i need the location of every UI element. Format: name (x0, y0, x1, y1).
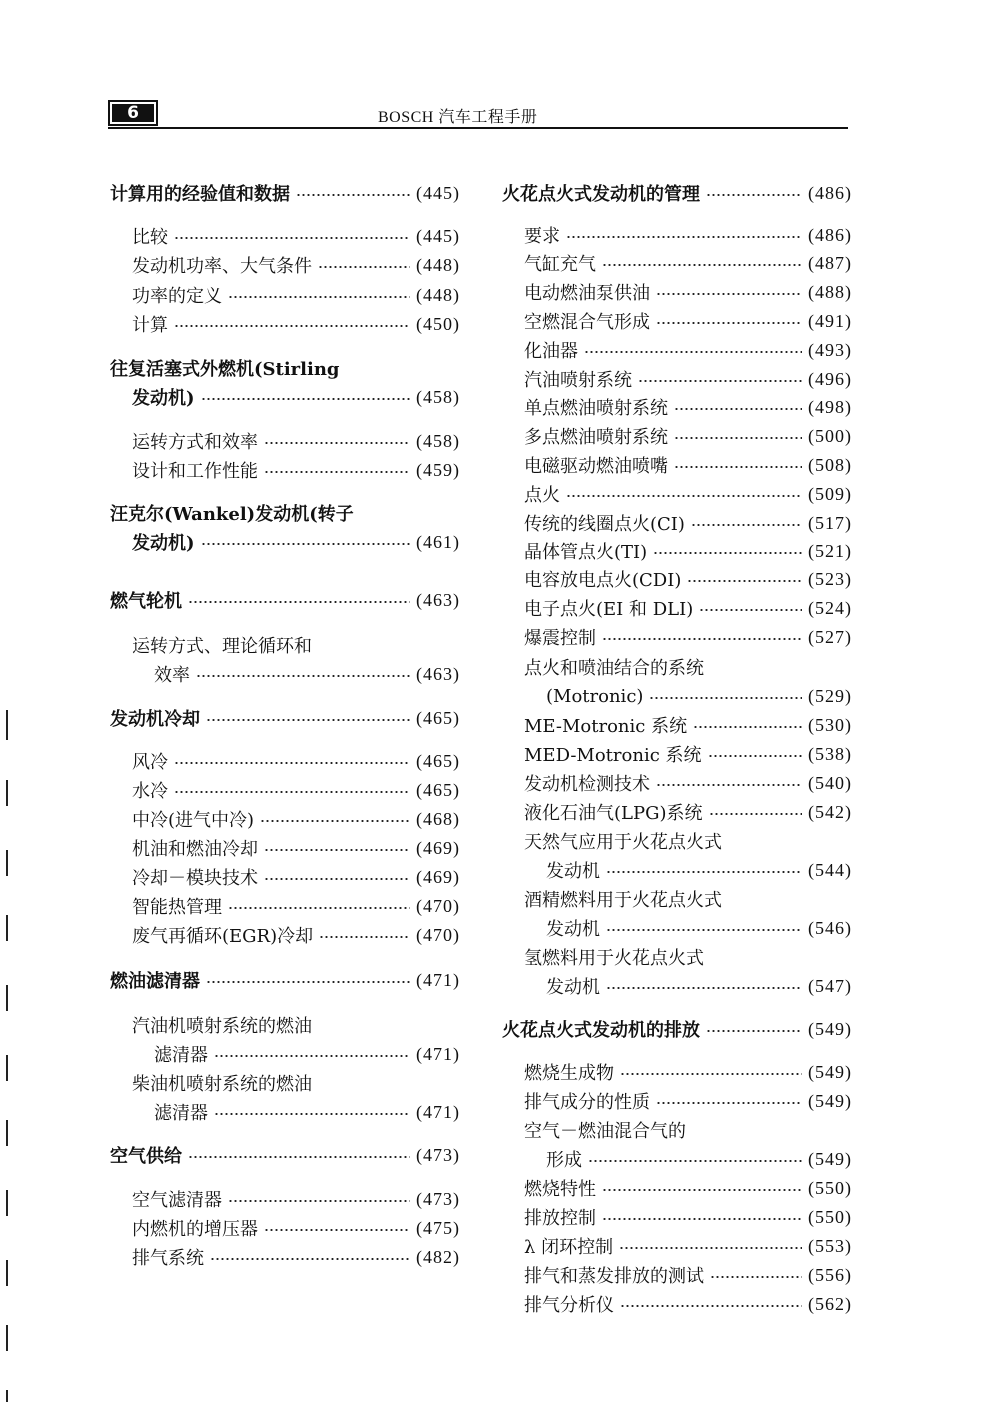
toc-entry-title: 火花点火式发动机的排放 (502, 1020, 700, 1041)
toc-entry-page: (488) (808, 281, 852, 302)
toc-entry (524, 770, 852, 796)
dot-leader (264, 442, 410, 444)
margin-mark (6, 915, 8, 941)
toc-entry (524, 510, 852, 536)
toc-entry-page: (470) (416, 924, 460, 945)
toc-entry-page: (549) (808, 1148, 852, 1169)
toc-entry (524, 481, 852, 507)
toc-entry (110, 1142, 460, 1168)
dot-leader (656, 1102, 802, 1104)
toc-entry-page: (540) (808, 772, 852, 793)
toc-entry-title: 形成 (546, 1150, 582, 1171)
margin-mark (6, 1055, 8, 1081)
toc-entry-title: 空气供给 (110, 1146, 182, 1167)
toc-entry-title: 比较 (132, 227, 168, 248)
toc-entry-title: 水冷 (132, 781, 168, 802)
toc-entry (524, 423, 852, 449)
toc-entry (132, 632, 312, 658)
dot-leader (264, 1229, 410, 1231)
toc-entry (132, 1215, 460, 1241)
toc-entry (546, 683, 852, 709)
book-title: BOSCH 汽车工程手册 (378, 109, 538, 126)
toc-entry (524, 394, 852, 420)
toc-entry-page: (473) (416, 1188, 460, 1209)
toc-entry-page: (486) (808, 182, 852, 203)
margin-mark (6, 1260, 8, 1286)
toc-entry-page: (458) (416, 430, 460, 451)
dot-leader (201, 543, 410, 545)
toc-entry (132, 252, 460, 278)
toc-entry (132, 748, 460, 774)
toc-entry-title: 设计和工作性能 (132, 461, 258, 482)
dot-leader (260, 820, 410, 822)
toc-entry-title: 排气和蒸发排放的测试 (524, 1266, 704, 1287)
dot-leader (656, 322, 802, 324)
toc-entry-title: 机油和燃油冷却 (132, 839, 258, 860)
toc-entry-page: (529) (808, 685, 852, 706)
toc-entry (132, 384, 460, 410)
toc-entry-title: 发动机) (132, 533, 195, 554)
toc-entry-title: 排气成分的性质 (524, 1092, 650, 1113)
toc-entry-title: 智能热管理 (132, 897, 222, 918)
toc-entry (524, 595, 852, 621)
toc-entry (110, 967, 460, 993)
toc-entry (546, 1146, 852, 1172)
toc-entry-title: 发动机功率、大气条件 (132, 256, 312, 277)
toc-entry-page: (461) (416, 531, 460, 552)
dot-leader (214, 1113, 410, 1115)
toc-entry-title: 效率 (154, 665, 190, 686)
toc-entry-page: (493) (808, 339, 852, 360)
toc-entry-page: (445) (416, 182, 460, 203)
toc-entry-title: 气缸充气 (524, 254, 596, 275)
toc-entry-page: (553) (808, 1235, 852, 1256)
dot-leader (656, 293, 802, 295)
toc-entry-title: 点火和喷油结合的系统 (524, 658, 704, 679)
toc-entry (546, 857, 852, 883)
toc-entry-page: (508) (808, 454, 852, 475)
dot-leader (228, 907, 410, 909)
dot-leader (687, 580, 802, 582)
dot-leader (318, 266, 410, 268)
toc-entry (132, 806, 460, 832)
toc-entry (132, 223, 460, 249)
toc-entry-page: (448) (416, 254, 460, 275)
toc-entry-title: 燃油滤清器 (110, 971, 200, 992)
toc-entry-title: 内燃机的增压器 (132, 1219, 258, 1240)
toc-entry-page: (482) (416, 1246, 460, 1267)
toc-entry (524, 1204, 852, 1230)
toc-entry-title: 燃气轮机 (110, 591, 182, 612)
toc-entry (132, 893, 460, 919)
dot-leader (706, 194, 802, 196)
toc-entry (524, 654, 704, 680)
toc-entry-title: MED-Motronic 系统 (524, 745, 702, 766)
toc-entry (132, 1070, 312, 1096)
toc-entry (132, 1186, 460, 1212)
toc-entry-title: 电动燃油泵供油 (524, 283, 650, 304)
dot-leader (174, 791, 410, 793)
toc-entry (524, 1291, 852, 1317)
toc-entry-page: (530) (808, 714, 852, 735)
toc-entry-title: 排放控制 (524, 1208, 596, 1229)
toc-entry-title: 发动机 (546, 861, 600, 882)
toc-entry (524, 1262, 852, 1288)
toc-entry-page: (523) (808, 568, 852, 589)
toc-entry-title: (Motronic) (546, 685, 644, 707)
toc-entry-title: 排气系统 (132, 1248, 204, 1269)
toc-entry-page: (487) (808, 252, 852, 273)
toc-entry (524, 337, 852, 363)
dot-leader (228, 1200, 410, 1202)
toc-entry-title: 汽油喷射系统 (524, 370, 632, 391)
dot-leader (214, 1055, 410, 1057)
toc-entry (524, 1059, 852, 1085)
toc-entry-page: (469) (416, 837, 460, 858)
dot-leader (174, 237, 410, 239)
page-number: 6 (112, 104, 154, 122)
toc-entry-page: (562) (808, 1293, 852, 1314)
toc-entry-title: 电子点火(EI 和 DLI) (524, 599, 694, 620)
dot-leader (566, 495, 802, 497)
dot-leader (584, 351, 802, 353)
toc-entry-title: 滤清器 (154, 1045, 208, 1066)
dot-leader (674, 437, 802, 439)
toc-entry-title: λ 闭环控制 (524, 1237, 614, 1258)
dot-leader (602, 1189, 802, 1191)
toc-entry (132, 864, 460, 890)
toc-entry (132, 922, 460, 948)
toc-entry (154, 661, 460, 687)
toc-entry-page: (471) (416, 1043, 460, 1064)
toc-entry (132, 282, 460, 308)
toc-entry (110, 705, 460, 731)
dot-leader (638, 380, 802, 382)
toc-entry-title: 柴油机喷射系统的燃油 (132, 1074, 312, 1095)
dot-leader (710, 1276, 802, 1278)
margin-mark (6, 985, 8, 1011)
toc-entry (132, 1012, 312, 1038)
toc-entry (132, 835, 460, 861)
toc-entry-title: 发动机) (132, 388, 195, 409)
toc-entry-page: (465) (416, 707, 460, 728)
toc-entry-title: 发动机检测技术 (524, 774, 650, 795)
toc-entry (154, 1099, 460, 1125)
toc-entry-title: 电磁驱动燃油喷嘴 (524, 456, 668, 477)
toc-entry-page: (475) (416, 1217, 460, 1238)
toc-entry-title: 计算 (132, 315, 168, 336)
dot-leader (296, 194, 410, 196)
toc-entry (524, 712, 852, 738)
toc-entry-page: (549) (808, 1018, 852, 1039)
toc-entry-page: (556) (808, 1264, 852, 1285)
toc-entry (524, 624, 852, 650)
toc-entry-page: (550) (808, 1177, 852, 1198)
toc-entry-title: 爆震控制 (524, 628, 596, 649)
dot-leader (602, 1218, 802, 1220)
toc-entry (502, 1016, 852, 1042)
toc-entry (524, 279, 852, 305)
toc-entry-title: 中冷(进气中冷) (132, 810, 255, 831)
toc-entry-title: 多点燃油喷射系统 (524, 427, 668, 448)
dot-leader (566, 236, 802, 238)
toc-entry-title: 功率的定义 (132, 286, 222, 307)
toc-entry-title: 液化石油气(LPG)系统 (524, 803, 703, 824)
toc-entry-title: 运转方式、理论循环和 (132, 636, 312, 657)
toc-entry-title: 空气－燃油混合气的 (524, 1121, 686, 1142)
toc-entry-title: 燃烧生成物 (524, 1063, 614, 1084)
dot-leader (708, 755, 802, 757)
dot-leader (210, 1258, 410, 1260)
dot-leader (206, 981, 410, 983)
toc-entry-page: (498) (808, 396, 852, 417)
toc-entry-page: (450) (416, 313, 460, 334)
toc-entry-page: (445) (416, 225, 460, 246)
dot-leader (620, 1305, 802, 1307)
toc-entry-page: (527) (808, 626, 852, 647)
dot-leader (188, 601, 410, 603)
dot-leader (606, 987, 802, 989)
toc-entry (132, 1244, 460, 1270)
toc-entry-title: 酒精燃料用于火花点火式 (524, 890, 722, 911)
toc-entry-page: (544) (808, 859, 852, 880)
toc-entry (546, 973, 852, 999)
dot-leader (606, 871, 802, 873)
dot-leader (709, 813, 803, 815)
toc-entry-title: 空燃混合气形成 (524, 312, 650, 333)
toc-entry (132, 428, 460, 454)
toc-entry-title: 汪克尔(Wankel)发动机(转子 (110, 504, 354, 525)
dot-leader (264, 849, 410, 851)
toc-entry-page: (470) (416, 895, 460, 916)
toc-entry (132, 311, 460, 337)
toc-entry (132, 457, 460, 483)
toc-entry (524, 944, 704, 970)
dot-leader (188, 1156, 410, 1158)
dot-leader (656, 784, 802, 786)
margin-mark (6, 1120, 8, 1146)
toc-entry-title: 运转方式和效率 (132, 432, 258, 453)
toc-entry (524, 1175, 852, 1201)
toc-entry-page: (469) (416, 866, 460, 887)
dot-leader (174, 325, 410, 327)
toc-entry-title: 风冷 (132, 752, 168, 773)
margin-mark (6, 780, 8, 806)
margin-mark (6, 1325, 8, 1351)
dot-leader (693, 726, 802, 728)
toc-entry-page: (546) (808, 917, 852, 938)
toc-entry-title: 废气再循环(EGR)冷却 (132, 926, 314, 947)
dot-leader (588, 1160, 802, 1162)
dot-leader (653, 552, 802, 554)
toc-entry-title: 空气滤清器 (132, 1190, 222, 1211)
toc-entry (524, 1117, 686, 1143)
margin-mark (6, 850, 8, 876)
toc-entry-title: 滤清器 (154, 1103, 208, 1124)
toc-entry-page: (500) (808, 425, 852, 446)
dot-leader (228, 296, 410, 298)
toc-entry-page: (496) (808, 368, 852, 389)
dot-leader (319, 936, 410, 938)
toc-entry (132, 529, 460, 555)
toc-entry-title: 氢燃料用于火花点火式 (524, 948, 704, 969)
toc-entry (524, 452, 852, 478)
toc-entry (546, 915, 852, 941)
toc-entry (524, 741, 852, 767)
page-header (108, 100, 848, 130)
dot-leader (691, 524, 802, 526)
toc-entry-page: (468) (416, 808, 460, 829)
margin-mark (6, 710, 8, 740)
toc-entry-page: (521) (808, 540, 852, 561)
toc-entry (110, 500, 354, 526)
toc-entry-page: (549) (808, 1090, 852, 1111)
toc-entry-title: 电容放电点火(CDI) (524, 570, 682, 591)
dot-leader (606, 929, 802, 931)
toc-entry-title: 晶体管点火(TI) (524, 542, 648, 563)
dot-leader (619, 1247, 802, 1249)
toc-entry (524, 799, 852, 825)
toc-entry-page: (473) (416, 1144, 460, 1165)
toc-entry (524, 366, 852, 392)
toc-entry (502, 180, 852, 206)
toc-entry-title: 燃烧特性 (524, 1179, 596, 1200)
dot-leader (699, 609, 802, 611)
toc-entry-title: 冷却－模块技术 (132, 868, 258, 889)
toc-entry-page: (538) (808, 743, 852, 764)
toc-entry-title: 发动机冷却 (110, 709, 200, 730)
toc-entry-page: (547) (808, 975, 852, 996)
toc-entry-title: 计算用的经验值和数据 (110, 184, 290, 205)
toc-entry-page: (465) (416, 779, 460, 800)
toc-entry-page: (463) (416, 589, 460, 610)
dot-leader (674, 466, 802, 468)
dot-leader (174, 762, 410, 764)
toc-entry-page: (471) (416, 969, 460, 990)
toc-entry-title: 火花点火式发动机的管理 (502, 184, 700, 205)
toc-entry-title: 汽油机喷射系统的燃油 (132, 1016, 312, 1037)
toc-entry (524, 250, 852, 276)
toc-entry (110, 355, 340, 381)
dot-leader (264, 878, 410, 880)
toc-entry (132, 777, 460, 803)
toc-entry-title: 往复活塞式外燃机(Stirling (110, 359, 340, 380)
toc-entry (524, 1233, 852, 1259)
toc-entry-page: (491) (808, 310, 852, 331)
toc-entry (524, 566, 852, 592)
toc-entry-page: (458) (416, 386, 460, 407)
toc-entry-title: 点火 (524, 485, 560, 506)
dot-leader (201, 398, 410, 400)
toc-entry-title: 化油器 (524, 341, 578, 362)
toc-entry (524, 308, 852, 334)
toc-entry-title: 发动机 (546, 977, 600, 998)
toc-entry-page: (486) (808, 224, 852, 245)
toc-entry-page: (524) (808, 597, 852, 618)
dot-leader (602, 638, 802, 640)
dot-leader (196, 675, 410, 677)
dot-leader (206, 719, 410, 721)
toc-entry-page: (471) (416, 1101, 460, 1122)
dot-leader (602, 264, 802, 266)
toc-entry (524, 1088, 852, 1114)
toc-entry-page: (542) (808, 801, 852, 822)
toc-entry-title: 要求 (524, 226, 560, 247)
toc-entry-title: 天然气应用于火花点火式 (524, 832, 722, 853)
margin-mark (6, 1390, 8, 1402)
toc-entry-title: ME-Motronic 系统 (524, 716, 688, 737)
toc-entry-page: (517) (808, 512, 852, 533)
toc-entry (524, 222, 852, 248)
toc-entry-title: 单点燃油喷射系统 (524, 398, 668, 419)
toc-entry (110, 180, 460, 206)
toc-entry-page: (465) (416, 750, 460, 771)
dot-leader (649, 697, 802, 699)
toc-entry-title: 排气分析仪 (524, 1295, 614, 1316)
toc-entry-page: (459) (416, 459, 460, 480)
toc-entry-page: (549) (808, 1061, 852, 1082)
toc-entry (110, 587, 460, 613)
toc-entry (524, 828, 722, 854)
dot-leader (674, 408, 802, 410)
page-number-box (108, 100, 158, 126)
toc-entry-title: 传统的线圈点火(CI) (524, 514, 685, 535)
margin-mark (6, 1190, 8, 1216)
toc-entry (524, 538, 852, 564)
dot-leader (264, 471, 410, 473)
toc-entry-title: 发动机 (546, 919, 600, 940)
dot-leader (706, 1030, 802, 1032)
toc-entry-page: (448) (416, 284, 460, 305)
toc-entry-page: (509) (808, 483, 852, 504)
header-rule (108, 127, 848, 129)
dot-leader (620, 1073, 802, 1075)
toc-entry-page: (550) (808, 1206, 852, 1227)
toc-entry-page: (463) (416, 663, 460, 684)
toc-entry (524, 886, 722, 912)
toc-entry (154, 1041, 460, 1067)
